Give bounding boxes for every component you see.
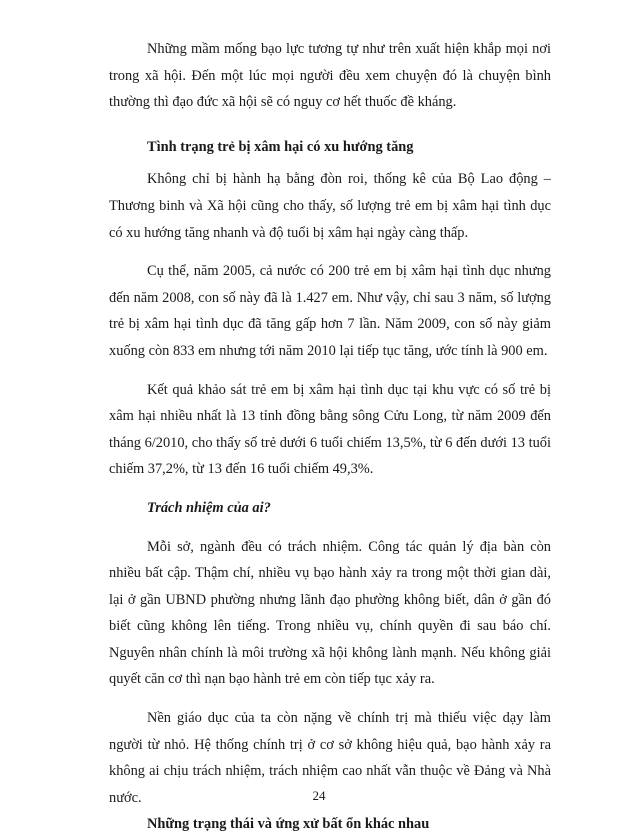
page-number: 24 bbox=[312, 788, 326, 803]
paragraph-2: Không chỉ bị hành hạ bằng đòn roi, thống kê của Bộ Lao động – Thương binh và Xã hội cũng cho thấy, số lượng trẻ em bị xâm hại tình dục có xu hướng tăng nhanh và độ tuổi bị xâm hại ngày càng thấp. bbox=[109, 171, 551, 241]
paragraph-6: Nền giáo dục của ta còn nặng về chính trị mà thiếu việc dạy làm người từ nhỏ. Hệ thống chính trị ở cơ sở không hiệu quả, bạo hành xảy ra không ai chịu trách nhiệm, trách nhiệm cao nhất vẫn thuộc về Đảng và Nhà nước. bbox=[109, 710, 551, 806]
paragraph-3: Cụ thể, năm 2005, cả nước có 200 trẻ em bị xâm hại tình dục nhưng đến năm 2008, con số này đã là 1.427 em. Như vậy, chỉ sau 3 năm, số lượng trẻ bị xâm hại tình dục đã tăng gấp hơn 7 lần. Năm 2009, con số này giảm xuống còn 833 em nhưng tới năm 2010 lại tiếp tục tăng, ước tính là 900 em. bbox=[109, 263, 551, 359]
section-heading-1: Tình trạng trẻ bị xâm hại có xu hướng tăng bbox=[147, 138, 414, 155]
section-heading-3: Những trạng thái và ứng xử bất ổn khác nhau bbox=[147, 816, 430, 833]
paragraph-4: Kết quả khảo sát trẻ em bị xâm hại tình dục tại khu vực có số trẻ bị xâm hại nhiều nhất là 13 tỉnh đồng bằng sông Cửu Long, từ năm 2009 đến tháng 6/2010, cho thấy số trẻ dưới 6 tuổi chiếm 13,5%, từ 6 đến dưới 13 tuổi chiếm 37,2%, từ 13 đến 16 tuổi chiếm 49,3%. bbox=[109, 381, 551, 478]
paragraph-5: Mỗi sở, ngành đều có trách nhiệm. Công tác quản lý địa bàn còn nhiều bất cập. Thậm chí, nhiều vụ bạo hành xảy ra trong một thời gian dài, lại ở gần UBND phường nhưng lãnh đạo phường không biết, dân ở gần đó biết cũng không lên tiếng. Trong nhiều vụ, chính quyền đi sau báo chí. Nguyên nhân chính là môi trường xã hội không lành mạnh. Nếu không giải quyết căn cơ thì nạn bạo hành trẻ em còn tiếp tục xảy ra. bbox=[109, 538, 551, 688]
paragraph-1: Những mầm mống bạo lực tương tự như trên xuất hiện khắp mọi nơi trong xã hội. Đến một lúc mọi người đều xem chuyện đó là chuyện bình thường thì đạo đức xã hội sẽ có nguy cơ hết thuốc đề kháng. bbox=[109, 41, 551, 111]
page-body bbox=[109, 36, 551, 838]
section-heading-2: Trách nhiệm của ai? bbox=[147, 499, 271, 516]
